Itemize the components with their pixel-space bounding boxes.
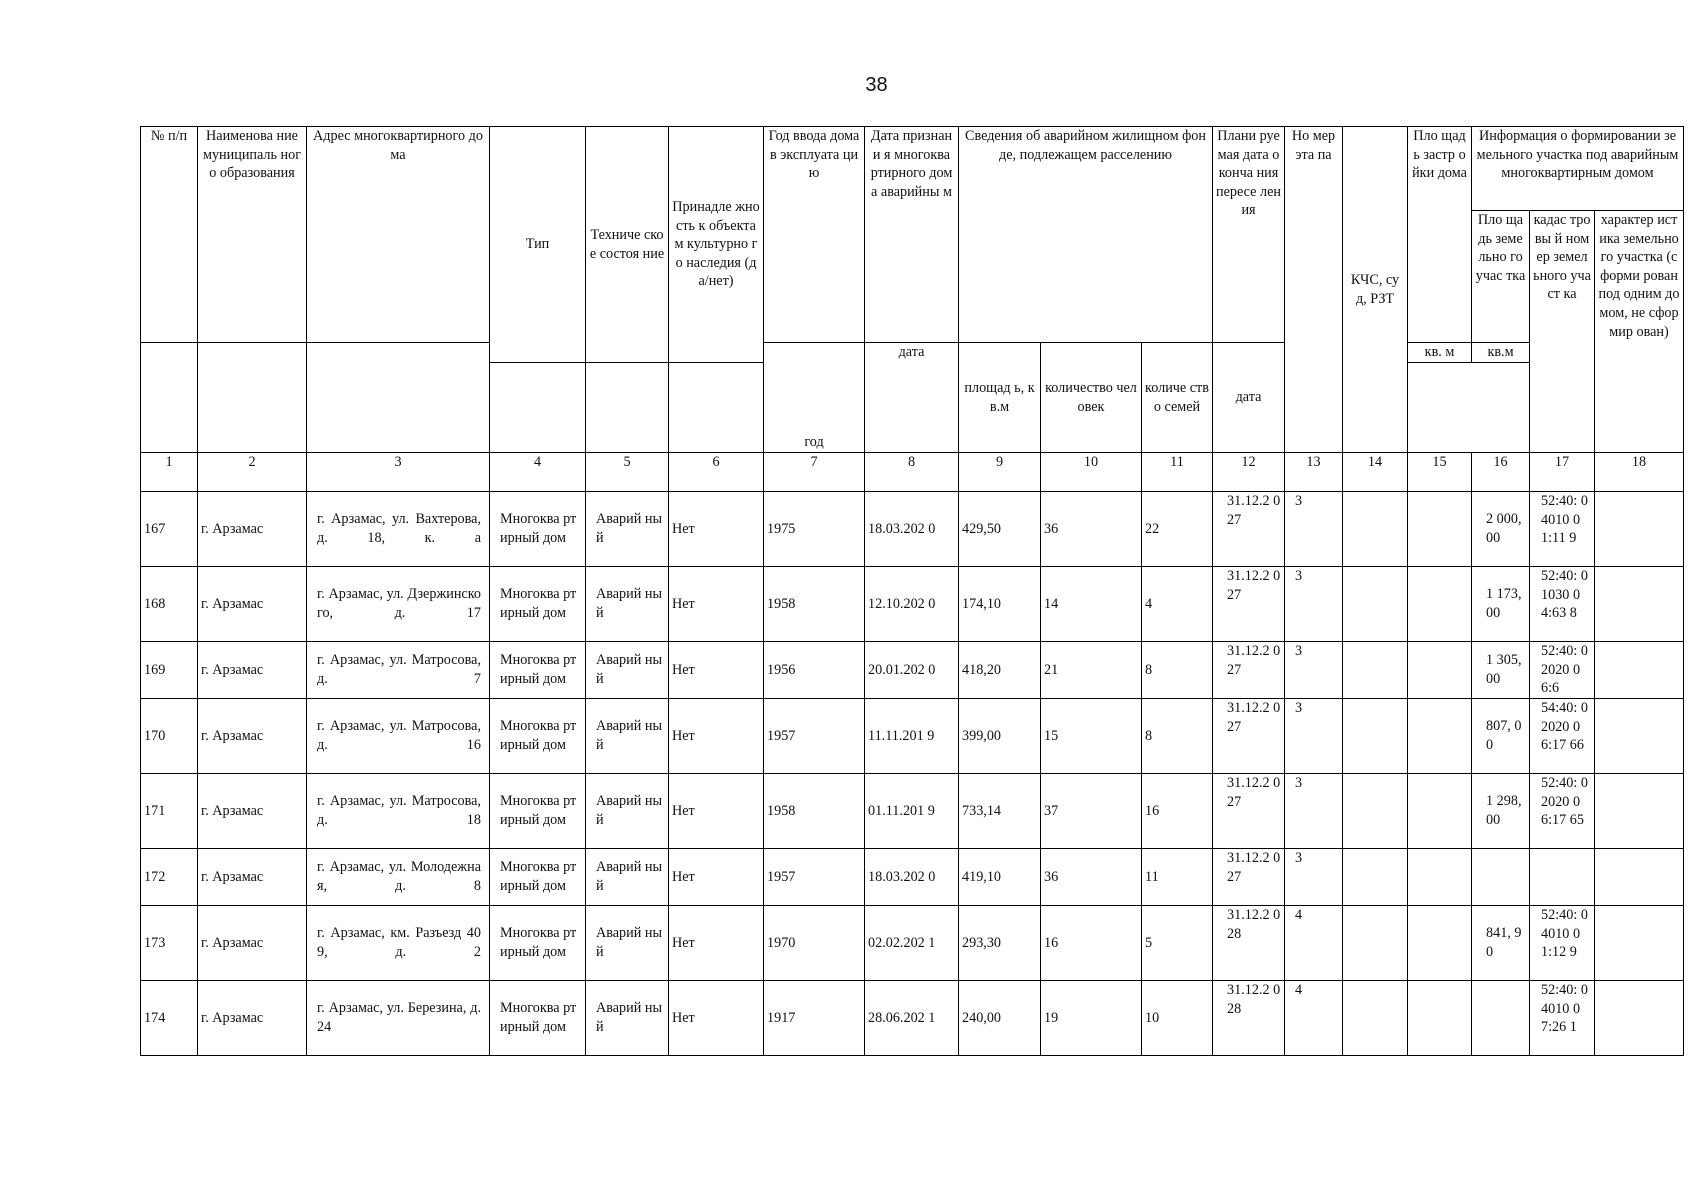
cell-land-area: 841, 90 (1472, 906, 1530, 981)
cell-planned-date: 31.12.2 028 (1213, 981, 1285, 1056)
cell-people: 21 (1041, 642, 1142, 699)
cell-address: г. Арзамас, км. Разъезд 409, д. 2 (307, 906, 490, 981)
header-cadastral: кадас тровы й номер земел ьного участ ка (1530, 211, 1595, 453)
cell-type: Многоква ртирный дом (490, 849, 586, 906)
column-number: 15 (1408, 453, 1472, 492)
cell-planned-date: 31.12.2 027 (1213, 492, 1285, 567)
column-number: 18 (1595, 453, 1684, 492)
cell-municipality: г. Арзамас (198, 567, 307, 642)
cell-families: 5 (1142, 906, 1213, 981)
cell-building-area (1408, 774, 1472, 849)
table-row (141, 567, 1684, 642)
table-row (141, 849, 1684, 906)
header-heritage: Принадле жность к объектам культурно го наследия (да/нет) (669, 127, 764, 363)
cell-address: г. Арзамас, ул. Матросова, д. 16 (307, 699, 490, 774)
cell-stage: 4 (1285, 906, 1343, 981)
cell-num: 174 (141, 981, 198, 1056)
cell-year-built: 1957 (764, 699, 865, 774)
cell-area: 399,00 (959, 699, 1041, 774)
cell-recognition-date: 28.06.202 1 (865, 981, 959, 1056)
cell-stage: 3 (1285, 567, 1343, 642)
cell-people: 14 (1041, 567, 1142, 642)
cell-municipality: г. Арзамас (198, 906, 307, 981)
cell-land-character (1595, 849, 1684, 906)
column-number: 8 (865, 453, 959, 492)
cell-land-area (1472, 849, 1530, 906)
column-number-row (141, 453, 1684, 492)
column-number: 3 (307, 453, 490, 492)
cell-building-area (1408, 699, 1472, 774)
column-number: 11 (1142, 453, 1213, 492)
header-year-built: Год ввода дома в эксплуата цию (764, 127, 865, 343)
cell-stage: 3 (1285, 774, 1343, 849)
cell-condition: Аварий ный (586, 849, 669, 906)
header-people: количество человек (1041, 343, 1142, 453)
cell-heritage: Нет (669, 906, 764, 981)
cell-building-area (1408, 492, 1472, 567)
column-number: 9 (959, 453, 1041, 492)
cell-recognition-date: 18.03.202 0 (865, 849, 959, 906)
cell-condition: Аварий ный (586, 642, 669, 699)
column-number: 16 (1472, 453, 1530, 492)
cell-cadastral: 52:40: 02020 06:6 (1530, 642, 1595, 699)
cell-num: 168 (141, 567, 198, 642)
cell-kchs (1343, 699, 1408, 774)
cell-area: 419,10 (959, 849, 1041, 906)
cell-kchs (1343, 642, 1408, 699)
table-row (141, 699, 1684, 774)
cell-heritage: Нет (669, 699, 764, 774)
cell-recognition-date: 20.01.202 0 (865, 642, 959, 699)
cell-people: 19 (1041, 981, 1142, 1056)
cell-cadastral: 54:40: 02020 06:17 66 (1530, 699, 1595, 774)
cell-land-character (1595, 567, 1684, 642)
cell-land-area: 1 298, 00 (1472, 774, 1530, 849)
cell-recognition-date: 18.03.202 0 (865, 492, 959, 567)
cell-address: г. Арзамас, ул. Березина, д. 24 (307, 981, 490, 1056)
cell-kchs (1343, 567, 1408, 642)
header-land-area-unit: кв.м (1472, 343, 1530, 363)
cell-land-area: 807, 00 (1472, 699, 1530, 774)
cell-municipality: г. Арзамас (198, 849, 307, 906)
cell-people: 36 (1041, 492, 1142, 567)
cell-land-character (1595, 642, 1684, 699)
cell-people: 15 (1041, 699, 1142, 774)
cell-planned-date: 31.12.2 027 (1213, 567, 1285, 642)
cell-people: 37 (1041, 774, 1142, 849)
cell-municipality: г. Арзамас (198, 642, 307, 699)
cell-municipality: г. Арзамас (198, 774, 307, 849)
header-building-area-unit: кв. м (1408, 343, 1472, 363)
cell-area: 429,50 (959, 492, 1041, 567)
cell-land-area: 1 305, 00 (1472, 642, 1530, 699)
cell-year-built: 1958 (764, 774, 865, 849)
cell-families: 8 (1142, 642, 1213, 699)
cell-address: г. Арзамас, ул. Матросова, д. 7 (307, 642, 490, 699)
cell-type: Многоква ртирный дом (490, 774, 586, 849)
cell-land-character (1595, 981, 1684, 1056)
cell-land-area: 1 173, 00 (1472, 567, 1530, 642)
header-recognition-date: Дата признани я многоква ртирного дома аварийны м (865, 127, 959, 343)
cell-planned-date: 31.12.2 028 (1213, 906, 1285, 981)
table-body (141, 492, 1684, 1056)
cell-building-area (1408, 642, 1472, 699)
cell-num: 171 (141, 774, 198, 849)
header-planned-date-unit: дата (1213, 343, 1285, 453)
header-address-cont (307, 343, 490, 453)
header-recognition-date-unit: дата (865, 343, 959, 453)
cell-cadastral: 52:40: 04010 01:11 9 (1530, 492, 1595, 567)
column-number: 2 (198, 453, 307, 492)
column-number: 10 (1041, 453, 1142, 492)
cell-heritage: Нет (669, 849, 764, 906)
header-building-area: Пло щадь застр ойки дома (1408, 127, 1472, 343)
header-building-area-blank (490, 363, 586, 453)
cell-recognition-date: 01.11.201 9 (865, 774, 959, 849)
cell-families: 22 (1142, 492, 1213, 567)
header-land-info: Информация о формировании земельного участка под аварийным многоквартирным домом (1472, 127, 1684, 211)
cell-num: 173 (141, 906, 198, 981)
cell-address: г. Арзамас, ул. Дзержинского, д. 17 (307, 567, 490, 642)
cell-address: г. Арзамас, ул. Молодежная, д. 8 (307, 849, 490, 906)
cell-municipality: г. Арзамас (198, 699, 307, 774)
cell-year-built: 1958 (764, 567, 865, 642)
cell-heritage: Нет (669, 567, 764, 642)
cell-address: г. Арзамас, ул. Матросова, д. 18 (307, 774, 490, 849)
cell-num: 169 (141, 642, 198, 699)
column-number: 4 (490, 453, 586, 492)
cell-stage: 3 (1285, 699, 1343, 774)
header-address: Адрес многоквартирного дома (307, 127, 490, 343)
table-row (141, 774, 1684, 849)
cell-heritage: Нет (669, 981, 764, 1056)
header-stage: Но мер эта па (1285, 127, 1343, 453)
cell-families: 10 (1142, 981, 1213, 1056)
cell-condition: Аварий ный (586, 567, 669, 642)
column-number: 12 (1213, 453, 1285, 492)
cell-year-built: 1917 (764, 981, 865, 1056)
cell-num: 172 (141, 849, 198, 906)
cell-municipality: г. Арзамас (198, 981, 307, 1056)
table-row (141, 642, 1684, 699)
cell-kchs (1343, 774, 1408, 849)
cell-people: 16 (1041, 906, 1142, 981)
cell-municipality: г. Арзамас (198, 492, 307, 567)
cell-planned-date: 31.12.2 027 (1213, 774, 1285, 849)
cell-land-character (1595, 906, 1684, 981)
cell-condition: Аварий ный (586, 906, 669, 981)
table-row (141, 492, 1684, 567)
cell-families: 16 (1142, 774, 1213, 849)
cell-land-area: 2 000, 00 (1472, 492, 1530, 567)
emergency-housing-table (140, 126, 1684, 1056)
cell-condition: Аварий ный (586, 492, 669, 567)
header-num: № п/п (141, 127, 198, 343)
cell-address: г. Арзамас, ул. Вахтерова, д. 18, к. а (307, 492, 490, 567)
header-municipality-cont (198, 343, 307, 453)
cell-cadastral: 52:40: 01030 04:63 8 (1530, 567, 1595, 642)
column-number: 1 (141, 453, 198, 492)
cell-year-built: 1956 (764, 642, 865, 699)
cell-area: 293,30 (959, 906, 1041, 981)
cell-building-area (1408, 981, 1472, 1056)
cell-type: Многоква ртирный дом (490, 981, 586, 1056)
cell-cadastral (1530, 849, 1595, 906)
column-number: 7 (764, 453, 865, 492)
cell-families: 8 (1142, 699, 1213, 774)
cell-kchs (1343, 492, 1408, 567)
column-number: 5 (586, 453, 669, 492)
cell-recognition-date: 12.10.202 0 (865, 567, 959, 642)
cell-cadastral: 52:40: 04010 07:26 1 (1530, 981, 1595, 1056)
header-families: количе ство семей (1142, 343, 1213, 453)
cell-land-character (1595, 774, 1684, 849)
header-emergency-info: Сведения об аварийном жилищном фонде, подлежащем расселению (959, 127, 1213, 343)
column-number: 14 (1343, 453, 1408, 492)
header-num-cont (141, 343, 198, 453)
cell-land-area (1472, 981, 1530, 1056)
cell-kchs (1343, 981, 1408, 1056)
cell-building-area (1408, 849, 1472, 906)
cell-area: 174,10 (959, 567, 1041, 642)
table-row (141, 906, 1684, 981)
header-land-area-blank (586, 363, 669, 453)
cell-land-character (1595, 699, 1684, 774)
cell-heritage: Нет (669, 492, 764, 567)
cell-cadastral: 52:40: 04010 01:12 9 (1530, 906, 1595, 981)
cell-families: 4 (1142, 567, 1213, 642)
cell-type: Многоква ртирный дом (490, 567, 586, 642)
header-planned-date: Плани руемая дата оконча ния пересе ления (1213, 127, 1285, 343)
cell-area: 240,00 (959, 981, 1041, 1056)
header-kchs: КЧС, суд, РЗТ (1343, 127, 1408, 453)
column-number: 13 (1285, 453, 1343, 492)
cell-families: 11 (1142, 849, 1213, 906)
cell-land-character (1595, 492, 1684, 567)
cell-stage: 3 (1285, 642, 1343, 699)
header-type: Тип (490, 127, 586, 363)
cell-heritage: Нет (669, 642, 764, 699)
cell-planned-date: 31.12.2 027 (1213, 642, 1285, 699)
header-land-area: Пло щадь земе льно го учас тка (1472, 211, 1530, 343)
cell-condition: Аварий ный (586, 774, 669, 849)
cell-year-built: 1970 (764, 906, 865, 981)
cell-num: 170 (141, 699, 198, 774)
cell-condition: Аварий ный (586, 699, 669, 774)
cell-planned-date: 31.12.2 027 (1213, 699, 1285, 774)
header-land-character: характер истика земельно го участка (сформи рован под одним домом, не сформир ован) (1595, 211, 1684, 453)
cell-area: 418,20 (959, 642, 1041, 699)
cell-type: Многоква ртирный дом (490, 699, 586, 774)
column-number: 17 (1530, 453, 1595, 492)
header-condition: Техниче ское состоя ние (586, 127, 669, 363)
cell-stage: 3 (1285, 492, 1343, 567)
cell-year-built: 1957 (764, 849, 865, 906)
cell-building-area (1408, 567, 1472, 642)
cell-stage: 3 (1285, 849, 1343, 906)
cell-num: 167 (141, 492, 198, 567)
cell-recognition-date: 11.11.201 9 (865, 699, 959, 774)
header-municipality: Наименова ние муниципаль ного образования (198, 127, 307, 343)
cell-building-area (1408, 906, 1472, 981)
cell-kchs (1343, 849, 1408, 906)
page-number: 38 (865, 74, 888, 96)
cell-stage: 4 (1285, 981, 1343, 1056)
header-area: площад ь, кв.м (959, 343, 1041, 453)
cell-cadastral: 52:40: 02020 06:17 65 (1530, 774, 1595, 849)
cell-year-built: 1975 (764, 492, 865, 567)
table-row (141, 981, 1684, 1056)
cell-area: 733,14 (959, 774, 1041, 849)
cell-type: Многоква ртирный дом (490, 642, 586, 699)
cell-heritage: Нет (669, 774, 764, 849)
cell-planned-date: 31.12.2 027 (1213, 849, 1285, 906)
cell-recognition-date: 02.02.202 1 (865, 906, 959, 981)
cell-type: Многоква ртирный дом (490, 492, 586, 567)
cell-condition: Аварий ный (586, 981, 669, 1056)
cell-kchs (1343, 906, 1408, 981)
column-number: 6 (669, 453, 764, 492)
cell-people: 36 (1041, 849, 1142, 906)
cell-type: Многоква ртирный дом (490, 906, 586, 981)
header-year-built-unit: год (764, 343, 865, 453)
